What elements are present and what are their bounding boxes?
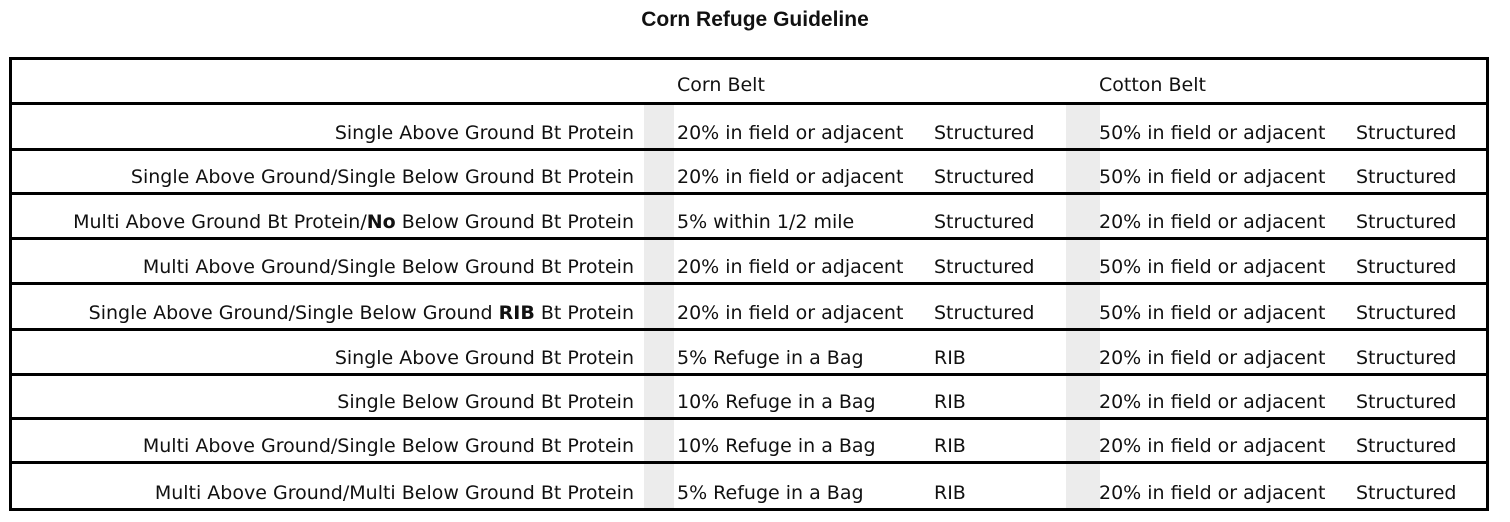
corn-refuge-cell: 5% Refuge in a Bag	[677, 347, 864, 369]
row-label	[89, 302, 634, 324]
row-label	[143, 256, 634, 278]
page-title: Corn Refuge Guideline	[641, 8, 869, 31]
cotton-type-cell: Structured	[1356, 435, 1457, 457]
corn-type-cell: RIB	[934, 482, 966, 504]
refuge-table	[9, 57, 1489, 511]
cotton-refuge-cell: 20% in field or adjacent	[1099, 391, 1326, 413]
table-header-row	[12, 60, 1486, 105]
cotton-refuge-cell: 50% in field or adjacent	[1099, 166, 1326, 188]
cotton-belt-header: Cotton Belt	[1099, 74, 1206, 96]
row-label-text: Single Above Ground/Single Below Ground	[88, 302, 499, 324]
cotton-type-cell: Structured	[1356, 211, 1457, 233]
corn-refuge-cell: 10% Refuge in a Bag	[677, 435, 876, 457]
cotton-refuge-cell: 20% in field or adjacent	[1099, 435, 1326, 457]
row-label	[73, 211, 634, 233]
corn-type-cell: RIB	[934, 347, 966, 369]
corn-type-cell: Structured	[934, 122, 1035, 144]
cotton-refuge-cell: 20% in field or adjacent	[1099, 211, 1326, 233]
row-label-text: Bt Protein	[534, 302, 634, 324]
row-label	[335, 347, 634, 369]
row-label-emphasis: RIB	[498, 302, 535, 324]
row-label	[337, 391, 634, 413]
cotton-type-cell: Structured	[1356, 347, 1457, 369]
corn-type-cell: RIB	[934, 391, 966, 413]
corn-type-cell: Structured	[934, 302, 1035, 324]
corn-type-cell: Structured	[934, 211, 1035, 233]
table-row	[12, 105, 1486, 151]
row-label-text: Multi Above Ground/Multi Below Ground Bt Protein	[154, 482, 634, 504]
row-label-text: Single Below Ground Bt Protein	[337, 391, 634, 413]
row-label-emphasis: No	[366, 211, 396, 233]
row-label-text: Multi Above Ground/Single Below Ground Bt Protein	[142, 435, 634, 457]
cotton-type-cell: Structured	[1356, 302, 1457, 324]
row-label-text: Single Above Ground/Single Below Ground Bt Protein	[130, 166, 634, 188]
corn-type-cell: Structured	[934, 256, 1035, 278]
table-row	[12, 195, 1486, 240]
table-row	[12, 240, 1486, 285]
corn-refuge-cell: 20% in field or adjacent	[677, 302, 904, 324]
corn-type-cell: Structured	[934, 166, 1035, 188]
cotton-type-cell: Structured	[1356, 256, 1457, 278]
corn-type-cell: RIB	[934, 435, 966, 457]
cotton-type-cell: Structured	[1356, 122, 1457, 144]
row-label	[155, 482, 634, 504]
row-label-text: Below Ground Bt Protein	[395, 211, 634, 233]
row-label	[335, 122, 634, 144]
corn-refuge-cell: 5% within 1/2 mile	[677, 211, 855, 233]
corn-refuge-cell: 20% in field or adjacent	[677, 166, 904, 188]
row-label	[131, 166, 634, 188]
cotton-refuge-cell: 50% in field or adjacent	[1099, 302, 1326, 324]
corn-refuge-cell: 5% Refuge in a Bag	[677, 482, 864, 504]
row-label-text: Multi Above Ground/Single Below Ground Bt Protein	[142, 256, 634, 278]
cotton-type-cell: Structured	[1356, 482, 1457, 504]
cotton-refuge-cell: 20% in field or adjacent	[1099, 347, 1326, 369]
cotton-type-cell: Structured	[1356, 166, 1457, 188]
table-row	[12, 285, 1486, 331]
table-row	[12, 151, 1486, 195]
table-row	[12, 331, 1486, 376]
corn-refuge-cell: 20% in field or adjacent	[677, 122, 904, 144]
row-label-text: Multi Above Ground Bt Protein/	[73, 211, 367, 233]
corn-refuge-cell: 20% in field or adjacent	[677, 256, 904, 278]
corn-refuge-cell: 10% Refuge in a Bag	[677, 391, 876, 413]
row-label	[143, 435, 634, 457]
cotton-refuge-cell: 20% in field or adjacent	[1099, 482, 1326, 504]
table-row	[12, 464, 1486, 508]
cotton-refuge-cell: 50% in field or adjacent	[1099, 256, 1326, 278]
corn-belt-header: Corn Belt	[677, 74, 765, 96]
table-row	[12, 376, 1486, 420]
row-label-text: Single Above Ground Bt Protein	[334, 122, 634, 144]
row-label-text: Single Above Ground Bt Protein	[334, 347, 634, 369]
cotton-refuge-cell: 50% in field or adjacent	[1099, 122, 1326, 144]
table-row	[12, 420, 1486, 464]
cotton-type-cell: Structured	[1356, 391, 1457, 413]
